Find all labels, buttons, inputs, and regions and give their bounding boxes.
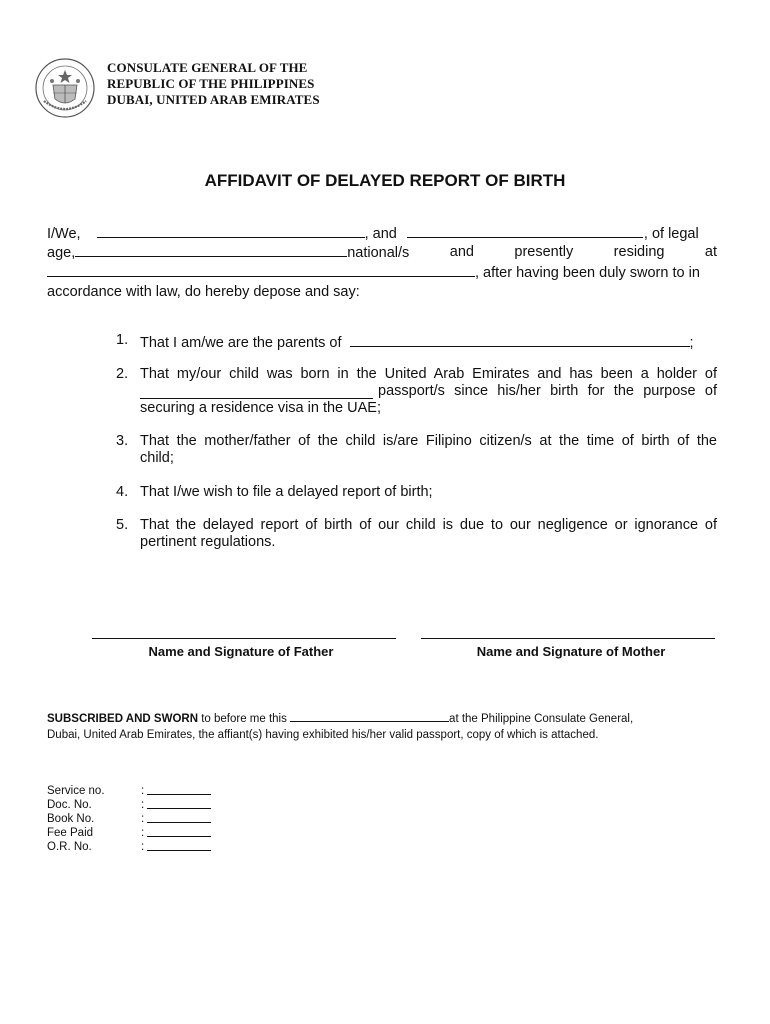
field-separator: : — [141, 785, 145, 797]
philippine-seal-icon — [34, 57, 96, 119]
doc-no-label: Doc. No. — [47, 799, 92, 811]
header-line-2: REPUBLIC OF THE PHILIPPINES — [107, 76, 315, 91]
address-field[interactable] — [47, 262, 475, 277]
header-line-3: DUBAI, UNITED ARAB EMIRATES — [107, 92, 320, 107]
subscribed-sworn-heading: SUBSCRIBED AND SWORN — [47, 713, 198, 725]
item-5-line-1: That the delayed report of birth of our child is due to our negligence or ignorance of — [140, 517, 717, 533]
fee-paid-label: Fee Paid — [47, 827, 94, 839]
item-number: 1. — [116, 332, 129, 348]
item-number: 4. — [116, 484, 129, 500]
fee-paid-field[interactable] — [147, 826, 211, 837]
office-row-service-no — [47, 784, 211, 798]
child-name-field[interactable] — [350, 332, 690, 347]
field-separator: : — [141, 813, 145, 825]
intro-and-label: , and — [364, 226, 397, 242]
field-separator: : — [141, 799, 145, 811]
item-3-line-1: That the mother/father of the child is/are Filipino citizen/s at the time of birth of the — [140, 433, 717, 449]
intro-line-2 — [47, 242, 717, 263]
mother-signature-label: Name and Signature of Mother — [476, 644, 666, 659]
item-number: 2. — [116, 366, 129, 382]
service-no-label: Service no. — [47, 785, 105, 797]
item-4-line-1: That I/we wish to file a delayed report of birth; — [140, 484, 433, 500]
book-no-label: Book No. — [47, 813, 95, 825]
book-no-field[interactable] — [147, 812, 211, 823]
item-3-line-2: child; — [140, 450, 174, 466]
parent2-name-field[interactable] — [407, 223, 643, 238]
office-row-or-no — [47, 840, 211, 854]
nationality-field[interactable] — [75, 242, 347, 257]
sworn-date-field[interactable] — [290, 710, 449, 722]
item-2-line-3: securing a residence visa in the UAE; — [140, 400, 381, 416]
list-item — [0, 484, 770, 504]
list-item — [0, 433, 770, 469]
subscribed-pre-text: to before me this — [198, 713, 291, 725]
or-no-field[interactable] — [147, 840, 211, 851]
intro-word-and: and — [449, 244, 474, 260]
intro-word-residing: residing — [613, 244, 665, 260]
subscribed-post-text: at the Philippine Consulate General, — [449, 713, 634, 725]
parent1-name-field[interactable] — [97, 223, 365, 238]
subscribed-sworn-block — [47, 710, 727, 743]
item-1-text: That I am/we are the parents of — [140, 335, 342, 351]
item-2-line-1: That my/our child was born in the United Arab Emirates and has been a holder of — [140, 366, 717, 382]
doc-no-field[interactable] — [147, 798, 211, 809]
office-row-fee-paid — [47, 826, 211, 840]
item-number: 3. — [116, 433, 129, 449]
list-item — [0, 517, 770, 553]
office-use-block — [47, 784, 211, 854]
office-row-book-no — [47, 812, 211, 826]
item-2-line-2: passport/s since his/her birth for the purpose of — [378, 383, 717, 399]
document-title: AFFIDAVIT OF DELAYED REPORT OF BIRTH — [204, 171, 566, 190]
father-signature-label: Name and Signature of Father — [148, 644, 334, 659]
item-1-semicolon: ; — [689, 335, 694, 351]
item-number: 5. — [116, 517, 129, 533]
intro-nationals-label: national/s — [347, 245, 410, 261]
father-signature-line[interactable] — [92, 638, 396, 639]
intro-after-sworn-label: , after having been duly sworn to in — [475, 265, 700, 281]
intro-word-presently: presently — [514, 244, 574, 260]
mother-signature-line[interactable] — [421, 638, 715, 639]
consulate-header — [107, 60, 320, 108]
list-item — [0, 366, 770, 418]
subscribed-line-2: Dubai, United Arab Emirates, the affiant(s) having exhibited his/her valid passport, copy of which is attached. — [47, 729, 599, 741]
list-item — [0, 332, 770, 352]
intro-of-legal-label: , of legal — [643, 226, 699, 242]
intro-line-4: accordance with law, do hereby depose and say: — [47, 284, 360, 300]
header-line-1: CONSULATE GENERAL OF THE — [107, 60, 308, 75]
item-5-line-2: pertinent regulations. — [140, 534, 276, 550]
intro-word-at: at — [704, 244, 717, 260]
intro-line-1 — [47, 223, 699, 244]
intro-age-label: age, — [47, 245, 76, 261]
service-no-field[interactable] — [147, 784, 211, 795]
field-separator: : — [141, 827, 145, 839]
field-separator: : — [141, 841, 145, 853]
office-row-doc-no — [47, 798, 211, 812]
passport-nationality-field[interactable] — [140, 384, 373, 399]
intro-iwe-label: I/We, — [47, 226, 81, 242]
intro-line-3 — [47, 262, 700, 283]
or-no-label: O.R. No. — [47, 841, 92, 853]
